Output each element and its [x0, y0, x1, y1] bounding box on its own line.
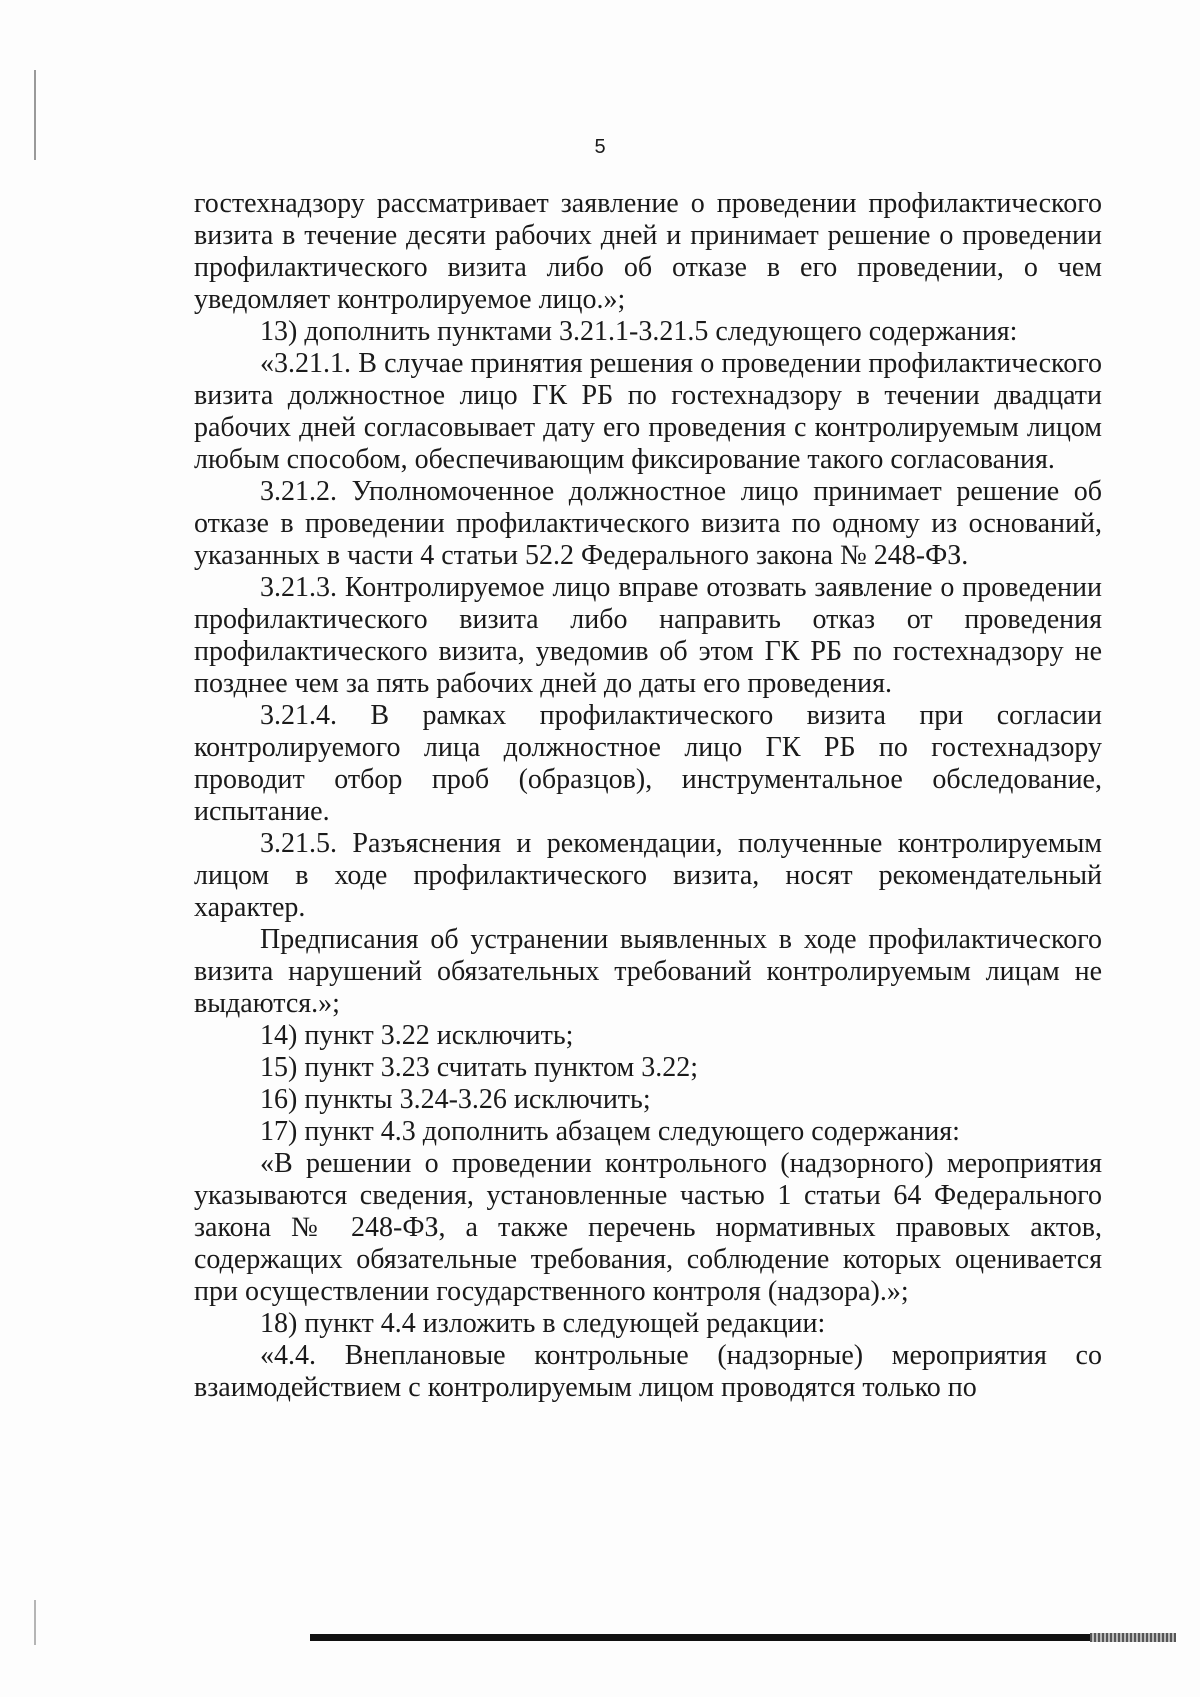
- paragraph: 3.21.2. Уполномоченное должностное лицо принимает решение об отказе в проведении профилактического визита по одному из оснований, указанных в части 4 статьи 52.2 Федерального закона № 248-ФЗ.: [194, 476, 1102, 571]
- paragraph: 3.21.3. Контролируемое лицо вправе отозвать заявление о проведении профилактического визита либо направить отказ от проведения профилактического визита, уведомив об этом ГК РБ по гостехнадзору не позднее чем за пять рабочих дней до даты его проведения.: [194, 572, 1102, 699]
- paragraph: «3.21.1. В случае принятия решения о проведении профилактического визита должностное лицо ГК РБ по гостехнадзору в течении двадцати рабочих дней согласовывает дату его проведения с контролируемым лицом любым способом, обеспечивающим фиксирование такого согласования.: [194, 348, 1102, 475]
- scan-bottom-rule: [310, 1634, 1176, 1641]
- scan-edge-mark-lower: [34, 1600, 36, 1645]
- paragraph: гостехнадзору рассматривает заявление о проведении профилактического визита в течение десяти рабочих дней и принимает решение о проведении профилактического визита либо об отказе в его проведении, о чем уведомляет контролируемое лицо.»;: [194, 188, 1102, 315]
- paragraph: Предписания об устранении выявленных в ходе профилактического визита нарушений обязательных требований контролируемым лицам не выдаются.»;: [194, 924, 1102, 1019]
- page-number: 5: [594, 136, 606, 158]
- paragraph: 18) пункт 4.4 изложить в следующей редакции:: [260, 1308, 826, 1339]
- paragraph: 16) пункты 3.24-3.26 исключить;: [260, 1084, 651, 1115]
- paragraph: 17) пункт 4.3 дополнить абзацем следующего содержания:: [260, 1116, 960, 1147]
- paragraph: 15) пункт 3.23 считать пунктом 3.22;: [260, 1052, 699, 1083]
- document-body: [194, 188, 1102, 1404]
- paragraph: 14) пункт 3.22 исключить;: [260, 1020, 574, 1051]
- paragraph: «В решении о проведении контрольного (надзорного) мероприятия указываются сведения, установленные частью 1 статьи 64 Федерального закона № 248-ФЗ, а также перечень нормативных правовых актов, содержащих обязательные требования, соблюдение которых оценивается при осуществлении государственного контроля (надзора).»;: [194, 1148, 1102, 1307]
- paragraph: «4.4. Внеплановые контрольные (надзорные) мероприятия со взаимодействием с контролируемым лицом проводятся только по: [194, 1340, 1102, 1403]
- paragraph: 3.21.5. Разъяснения и рекомендации, полученные контролируемым лицом в ходе профилактического визита, носят рекомендательный характер.: [194, 828, 1102, 923]
- scan-bottom-rule-fade: [1090, 1633, 1176, 1642]
- paragraph: 13) дополнить пунктами 3.21.1-3.21.5 следующего содержания:: [260, 316, 1018, 347]
- paragraph: 3.21.4. В рамках профилактического визита при согласии контролируемого лица должностное лицо ГК РБ по гостехнадзору проводит отбор проб (образцов), инструментальное обследование, испытание.: [194, 700, 1102, 827]
